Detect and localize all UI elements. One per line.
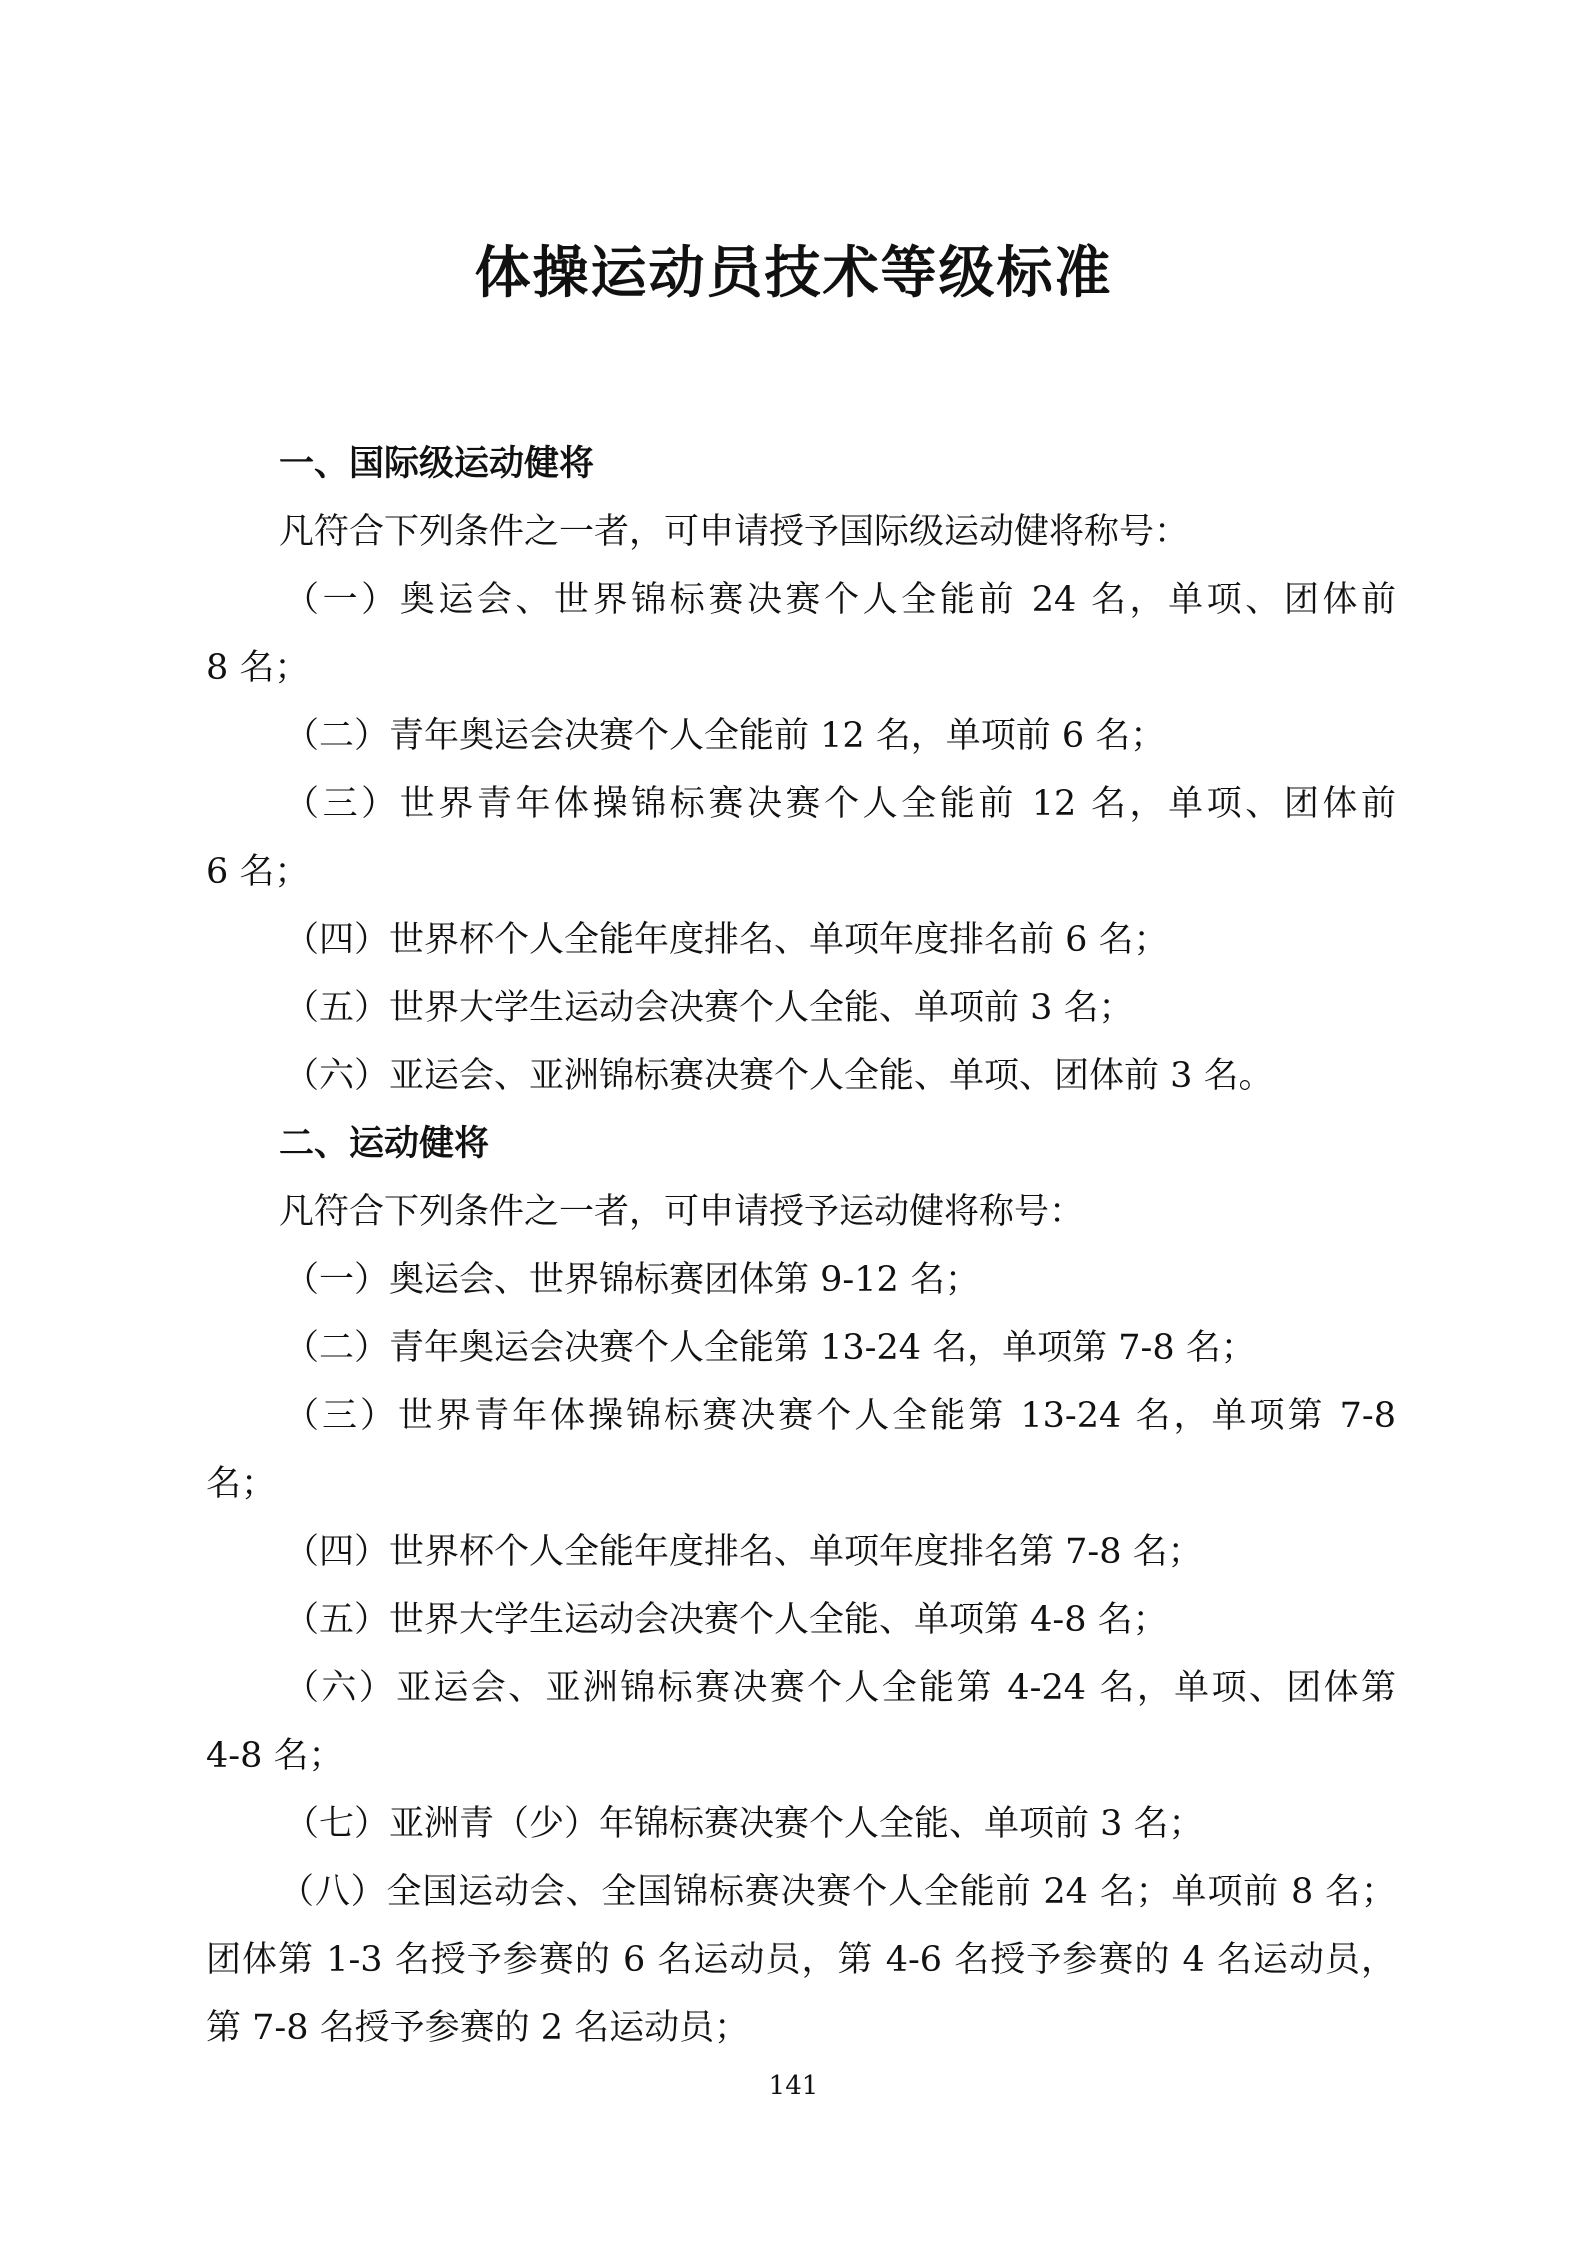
page-number: 141 [768,2071,819,2101]
criterion-line-continuation: 8 名； [206,648,310,688]
criterion-line: （三）世界青年体操锦标赛决赛个人全能前 12 名，单项、团体前 [284,784,1396,824]
criterion-line: （四）世界杯个人全能年度排名、单项年度排名前 6 名； [284,920,1169,960]
criterion-line-continuation: 名； [206,1464,277,1504]
criterion-line: （六）亚运会、亚洲锦标赛决赛个人全能、单项、团体前 3 名。 [284,1056,1274,1096]
criterion-line-continuation: 6 名； [206,852,310,892]
criterion-line: （四）世界杯个人全能年度排名、单项年度排名第 7-8 名； [284,1532,1203,1572]
document-body [206,430,1396,2062]
document-title: 体操运动员技术等级标准 [474,240,1113,306]
section-heading-international-master: 一、国际级运动健将 [279,444,595,484]
criterion-line: （一）奥运会、世界锦标赛决赛个人全能前 24 名，单项、团体前 [284,580,1396,620]
criterion-line: （一）奥运会、世界锦标赛团体第 9-12 名； [284,1260,980,1300]
criterion-line: （五）世界大学生运动会决赛个人全能、单项第 4-8 名； [284,1600,1168,1640]
criterion-line: （二）青年奥运会决赛个人全能前 12 名，单项前 6 名； [284,716,1166,756]
criterion-line: （二）青年奥运会决赛个人全能第 13-24 名，单项第 7-8 名； [284,1328,1256,1368]
paragraph-intro-international: 凡符合下列条件之一者，可申请授予国际级运动健将称号： [279,512,1190,552]
criterion-line: （七）亚洲青（少）年锦标赛决赛个人全能、单项前 3 名； [284,1804,1204,1844]
paragraph-intro-master: 凡符合下列条件之一者，可申请授予运动健将称号： [279,1192,1085,1232]
criterion-line: （八）全国运动会、全国锦标赛决赛个人全能前 24 名；单项前 8 名； [279,1872,1396,1912]
section-heading-master: 二、运动健将 [279,1124,490,1164]
criterion-line-continuation: 第 7-8 名授予参赛的 2 名运动员； [206,2008,750,2048]
criterion-line: （五）世界大学生运动会决赛个人全能、单项前 3 名； [284,988,1134,1028]
criterion-line-continuation: 团体第 1-3 名授予参赛的 6 名运动员，第 4-6 名授予参赛的 4 名运动员， [206,1940,1396,1980]
criterion-line: （六）亚运会、亚洲锦标赛决赛个人全能第 4-24 名，单项、团体第 [284,1668,1396,1708]
criterion-line-continuation: 4-8 名； [206,1736,344,1776]
criterion-line: （三）世界青年体操锦标赛决赛个人全能第 13-24 名，单项第 7-8 [284,1396,1396,1436]
